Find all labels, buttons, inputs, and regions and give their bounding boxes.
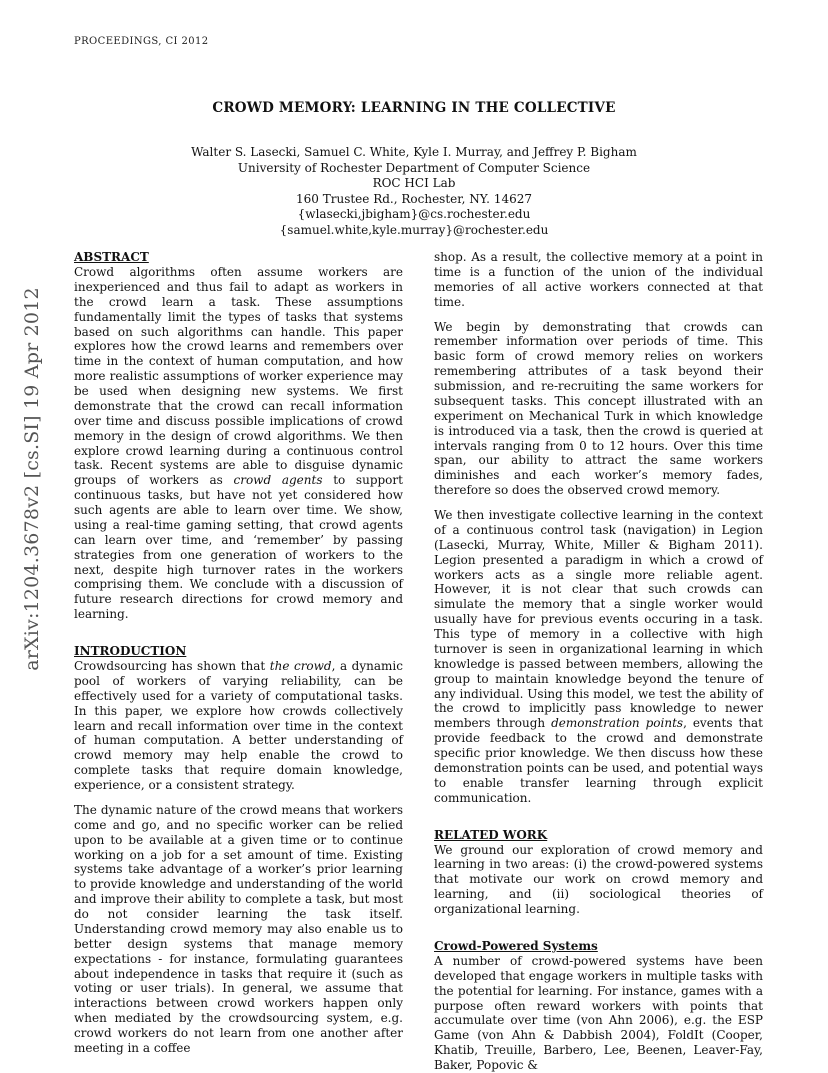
intro-p1-emphasis: the crowd — [269, 659, 332, 673]
email-line-1: {wlasecki,jbigham}@cs.rochester.edu — [297, 207, 531, 221]
postal-address: 160 Trustee Rd., Rochester, NY. 14627 — [296, 191, 532, 206]
abstract-text-part-1: Crowd algorithms often assume workers are inexperienced and thus fail to adapt as workers in the crowd learn a task. These assumptions fundamentally limit the types of tasks that systems based on such algorithms can handle. This paper explores how the crowd learns and remembers over time in the context of human computation, and how more realistic assumptions of worker experience may be used when designing new systems. We first demonstrate that the crowd can recall information over time and discuss possible implications of crowd memory in the design of crowd algorithms. We then explore crowd learning during a continuous control task. Recent systems are able to disguise dynamic groups of workers as — [74, 265, 403, 488]
intro-p4-part-1: We then investigate collective learning in the context of a continuous control task (navigation) in Legion (Lasecki, Murray, White, Miller & Bigham 2011). Legion presented a paradigm in which a crowd of workers acts as a single more reliable agent. However, it is not clear that such crowds can simulate the memory that a single worker would usually have for previous events occuring in a task. This type of memory in a collective with high turnover is seen in organizational learning in which knowledge is passed between members, allowing the group to maintain knowledge beyond the tenure of any individual. Using this model, we test the ability of the crowd to implicitly pass knowledge to newer members through — [434, 508, 763, 731]
related-work-paragraph-2: A number of crowd-powered systems have been developed that engage workers in multiple tasks with the potential for learning. For instance, games with a purpose often reward workers with points that accumulate over time (von Ahn 2006), e.g. the ESP Game (von Ahn & Dabbish 2004), FoldIt (Cooper, Khatib, Treuille, Barbero, Lee, Beenen, Leaver-Fay, Baker, Popovic & — [434, 953, 763, 1072]
abstract-heading: ABSTRACT — [74, 250, 149, 264]
intro-paragraph-3: We begin by demonstrating that crowds can remember information over periods of time. This basic form of crowd memory relies on workers remembering attributes of a task beyond their submission, and re-recruiting the same workers for subsequent tasks. This concept illustrated with an experiment on Mechanical Turk in which knowledge is introduced via a task, then the crowd is queried at intervals ranging from 0 to 12 hours. Over this time span, our ability to attract the same workers diminishes and each worker’s memory fades, therefore so does the observed crowd memory. — [434, 319, 763, 498]
intro-paragraph-2: The dynamic nature of the crowd means that workers come and go, and no specific worker can be relied upon to be available at a given time or to continue working on a job for a set amount of time. Existing systems take advantage of a worker’s prior learning to provide knowledge and understanding of the world and improve their ability to complete a task, but most do not consider learning the task itself. Understanding crowd memory may also enable us to better design systems that manage memory expectations - for instance, formulating guarantees about independence in tasks that require it (such as voting or user trials). In general, we assume that interactions between crowd workers happen only when mediated by the crowdsourcing system, e.g. crowd workers do not learn from one another after meeting in a coffee — [74, 802, 403, 1055]
related-work-paragraph-1: We ground our exploration of crowd memory and learning in two areas: (i) the crowd-powered systems that motivate our work on crowd memory and learning, and (ii) sociological theories of organizational learning. — [434, 842, 763, 916]
intro-paragraph-2-continued: shop. As a result, the collective memory at a point in time is a function of the union of the individual memories of all active workers connected at that time. — [434, 250, 763, 309]
related-work-heading: RELATED WORK — [434, 827, 548, 842]
intro-p1-part-1: Crowdsourcing has shown that — [74, 659, 266, 673]
right-column — [434, 250, 763, 1073]
email-line-2: {samuel.white,kyle.murray}@rochester.edu — [279, 222, 549, 237]
affiliation-department: University of Rochester Department of Computer Science — [237, 160, 591, 175]
intro-p4-part-2: , events that provide feedback to the crowd and demonstrate specific prior knowledge. We then discuss how these demonstration points can be used, and potential ways to enable transfer learning through explicit communication. — [434, 716, 763, 805]
crowd-powered-systems-heading: Crowd-Powered Systems — [434, 938, 598, 953]
intro-p1-part-2: , a dynamic pool of workers of varying reliability, can be effectively used for a variety of computational tasks. In this paper, we explore how crowds collectively learn and recall information over time in the context of human computation. A better understanding of crowd memory may help enable the crowd to complete tasks that require domain knowledge, experience, or a consistent strategy. — [74, 659, 403, 792]
intro-paragraph-1 — [74, 659, 403, 793]
abstract-emphasis: crowd agents — [233, 473, 323, 488]
running-head: PROCEEDINGS, CI 2012 — [74, 36, 209, 47]
paper-title: CROWD MEMORY: LEARNING IN THE COLLECTIVE — [212, 100, 616, 116]
intro-paragraph-4 — [434, 508, 763, 806]
arxiv-sidebar — [18, 286, 46, 671]
introduction-heading: INTRODUCTION — [74, 644, 187, 658]
abstract-text — [74, 265, 403, 622]
abstract-text-part-2: to support continuous tasks, but have not yet considered how such agents are able to learn over time. We show, using a real-time gaming setting, that crowd agents can learn over time, and ‘remember’ by passing strategies from one generation of workers to the next, despite high turnover rates in the workers comprising them. We conclude with a discussion of future research directions for crowd memory and learning. — [74, 473, 403, 622]
author-block — [0, 145, 828, 238]
intro-p4-emphasis: demonstration points — [551, 716, 684, 731]
affiliation-lab: ROC HCI Lab — [372, 176, 456, 190]
author-names: Walter S. Lasecki, Samuel C. White, Kyle I. Murray, and Jeffrey P. Bigham — [191, 145, 637, 159]
left-column — [74, 250, 403, 1056]
arxiv-identifier: arXiv:1204.3678v2 [cs.SI] 19 Apr 2012 — [21, 286, 43, 671]
